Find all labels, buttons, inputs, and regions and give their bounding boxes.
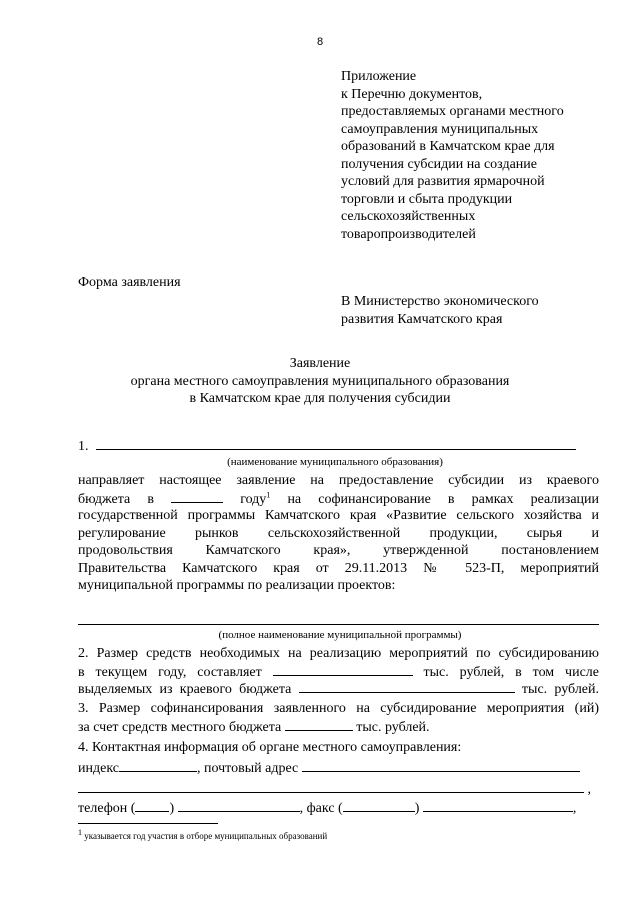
fax-code-field[interactable]: [343, 799, 415, 812]
postal-address-field[interactable]: [302, 759, 580, 772]
item-3-text: тыс. рублей.: [356, 719, 430, 735]
item-1-line: Правительства Камчатского края от 29.11.2013 № 523-П, мероприятий: [78, 560, 599, 576]
item-2-text: тыс. рублей, в том числе: [423, 664, 600, 680]
footnote-text: указывается год участия в отборе муниципальных образований: [84, 831, 328, 841]
index-field[interactable]: [119, 759, 197, 772]
appendix-line: сельскохозяйственных: [341, 209, 476, 224]
phone-code-field[interactable]: [135, 799, 169, 812]
footnote-marker: 1: [266, 489, 271, 499]
total-amount-field[interactable]: [273, 663, 413, 676]
form-label: Форма заявления: [78, 275, 181, 290]
item-2-body: [78, 645, 599, 698]
fax-comma: ,: [572, 801, 577, 816]
program-name-caption: (полное наименование муниципальной программы): [218, 629, 462, 641]
item-3-line: [78, 718, 599, 736]
item-1-line: продовольствия Камчатского края», утвержденной постановлением: [78, 543, 599, 558]
regional-amount-field[interactable]: [299, 680, 515, 693]
item-3-text: за счет средств местного бюджета: [78, 719, 282, 735]
addressee: [341, 293, 539, 328]
phone-label: телефон (: [78, 801, 136, 816]
title-line: Заявление: [289, 356, 351, 371]
item-1-body: [78, 472, 599, 595]
appendix-line: торговли и сбыта продукции: [341, 191, 513, 207]
appendix-line: Приложение: [341, 69, 417, 84]
item-2-text: тыс. рублей.: [521, 682, 600, 697]
appendix-line: образований в Камчатском крае для: [341, 139, 555, 154]
index-label: индекс: [78, 761, 119, 776]
municipality-name-caption: (наименование муниципального образования): [227, 456, 443, 468]
year-field[interactable]: [171, 490, 223, 503]
item-1-line: [78, 490, 599, 508]
page-number: 8: [316, 36, 324, 48]
item-1-line: муниципальной программы по реализации проектов:: [78, 578, 396, 593]
item-1-header: [78, 437, 576, 455]
appendix-line: предоставляемых органами местного: [341, 104, 564, 119]
item-1-text: [240, 489, 271, 507]
local-amount-field[interactable]: [285, 718, 353, 731]
program-name-field[interactable]: [78, 624, 599, 625]
appendix-line: товаропроизводителей: [341, 226, 476, 242]
appendix-line: к Перечню документов,: [341, 86, 483, 102]
item-3-body: [78, 700, 599, 735]
address-comma: ,: [587, 782, 591, 797]
item-1-text: бюджета в: [78, 491, 154, 507]
footnote-mark: 1: [78, 828, 82, 837]
item-4-title: 4. Контактная информация об органе местного самоуправления:: [78, 740, 462, 755]
appendix-header: [341, 68, 591, 243]
address-continuation-row: [78, 780, 591, 798]
item-1-line: направляет настоящее заявление на предоставление субсидии из краевого: [78, 473, 599, 488]
address-row: [78, 759, 580, 777]
fax-number-field[interactable]: [423, 799, 573, 812]
item-2-line: [78, 663, 599, 681]
item-3-line: 3. Размер софинансирования заявленного на субсидирование мероприятия (ий): [78, 701, 599, 716]
footnote: [78, 828, 328, 841]
appendix-line: получения субсидии на создание: [341, 156, 537, 172]
item-2-text: в текущем году, составляет: [78, 664, 262, 680]
title-line: в Камчатском крае для получения субсидии: [189, 391, 451, 406]
appendix-line: условий для развития ярмарочной: [341, 174, 545, 189]
year-word: году: [240, 491, 267, 507]
addressee-line: развития Камчатского края: [341, 311, 503, 327]
item-1-text: на софинансирование в рамках реализации: [287, 491, 600, 507]
item-1-number: 1.: [78, 439, 89, 454]
title-line: органа местного самоуправления муниципального образования: [130, 373, 510, 389]
phone-fax-row: [78, 799, 576, 817]
municipality-name-field[interactable]: [96, 437, 576, 450]
postal-address-label: , почтовый адрес: [197, 761, 299, 776]
footnote-divider: [78, 823, 218, 824]
addressee-line: В Министерство экономического: [341, 294, 539, 309]
item-2-line: [78, 680, 599, 698]
fax-code-close: ): [414, 801, 420, 816]
fax-label: , факс (: [299, 801, 343, 816]
phone-number-field[interactable]: [178, 799, 300, 812]
appendix-line: самоуправления муниципальных: [341, 121, 539, 137]
item-2-line: 2. Размер средств необходимых на реализацию мероприятий по субсидированию: [78, 646, 599, 661]
postal-address-field-2[interactable]: [78, 780, 584, 793]
document-title: [60, 355, 580, 408]
item-1-line: государственной программы Камчатского края «Развитие сельского хозяйства и: [78, 508, 599, 523]
item-2-text: выделяемых из краевого бюджета: [78, 682, 292, 697]
item-1-line: регулирование рынков сельскохозяйственной продукции, сырья и: [78, 525, 599, 541]
phone-code-close: ): [169, 801, 175, 816]
